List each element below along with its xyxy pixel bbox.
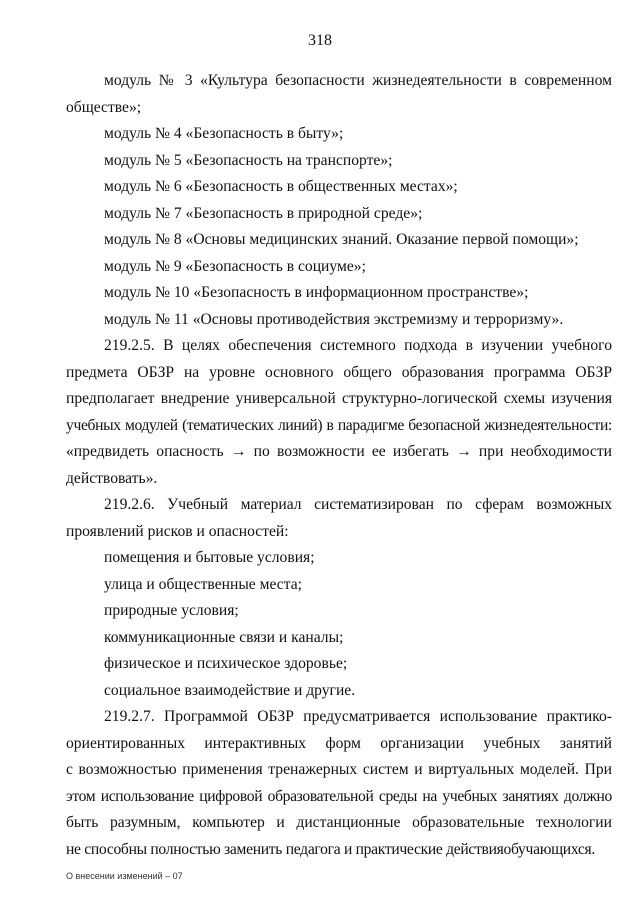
paragraph-219-2-5-line: предполагает внедрение универсальной структурно-логической схемы изучения [66,390,612,407]
module-item-continuation: обществе»; [66,98,142,116]
sphere-item: социальное взаимодействие и другие. [104,681,356,699]
paragraph-219-2-7-line: с возможностью применения тренажерных систем и виртуальных моделей. При [66,761,612,778]
paragraph-219-2-5-line: учебных модулей (тематических линий) в парадигме безопасной жизнедеятельности: [66,416,612,434]
sphere-item: коммуникационные связи и каналы; [104,628,344,646]
sphere-item: улица и общественные места; [104,575,302,593]
module-item: модуль № 11 «Основы противодействия экстремизму и терроризму». [104,310,564,328]
document-body [66,68,612,863]
module-item: модуль № 4 «Безопасность в быту»; [104,125,344,142]
sphere-item: физическое и психическое здоровье; [104,655,348,672]
sphere-item: природные условия; [104,602,239,619]
paragraph-219-2-7-line: этом использование цифровой образовательной среды на учебных занятиях должно [66,787,612,805]
paragraph-219-2-5-line: действовать». [66,469,158,487]
module-item: модуль № 5 «Безопасность на транспорте»; [104,151,393,169]
paragraph-219-2-5-line: «предвидеть опасность → по возможности ее избегать → при необходимости [66,443,612,460]
paragraph-219-2-6-line: проявлений рисков и опасностей: [66,522,289,540]
module-item: модуль № 9 «Безопасность в социуме»; [104,257,366,275]
sphere-item: помещения и бытовые условия; [104,549,315,566]
paragraph-219-2-7-line: быть разумным, компьютер и дистанционные образовательные технологии [66,814,612,831]
paragraph-219-2-6-line: 219.2.6. Учебный материал систематизирован по сферам возможных [104,496,612,513]
page-number: 318 [308,32,332,49]
module-item: модуль № 3 «Культура безопасности жизнедеятельности в современном [104,72,612,89]
module-item: модуль № 6 «Безопасность в общественных местах»; [104,178,458,195]
module-item: модуль № 8 «Основы медицинских знаний. Оказание первой помощи»; [104,231,579,248]
paragraph-219-2-5-line: 219.2.5. В целях обеспечения системного подхода в изучении учебного [104,337,612,354]
paragraph-219-2-7-line: не способны полностью заменить педагога и практические действияобучающихся. [66,840,595,858]
paragraph-219-2-7-line: 219.2.7. Программой ОБЗР предусматривается использование практико- [104,708,612,725]
paragraph-219-2-5-line: предмета ОБЗР на уровне основного общего образования программа ОБЗР [66,363,612,381]
footer-note: О внесении изменений – 07 [66,871,183,881]
module-item: модуль № 7 «Безопасность в природной среде»; [104,204,423,222]
module-item: модуль № 10 «Безопасность в информационном пространстве»; [104,284,529,301]
paragraph-219-2-7-line: ориентированных интерактивных форм организации учебных занятий [66,734,612,752]
